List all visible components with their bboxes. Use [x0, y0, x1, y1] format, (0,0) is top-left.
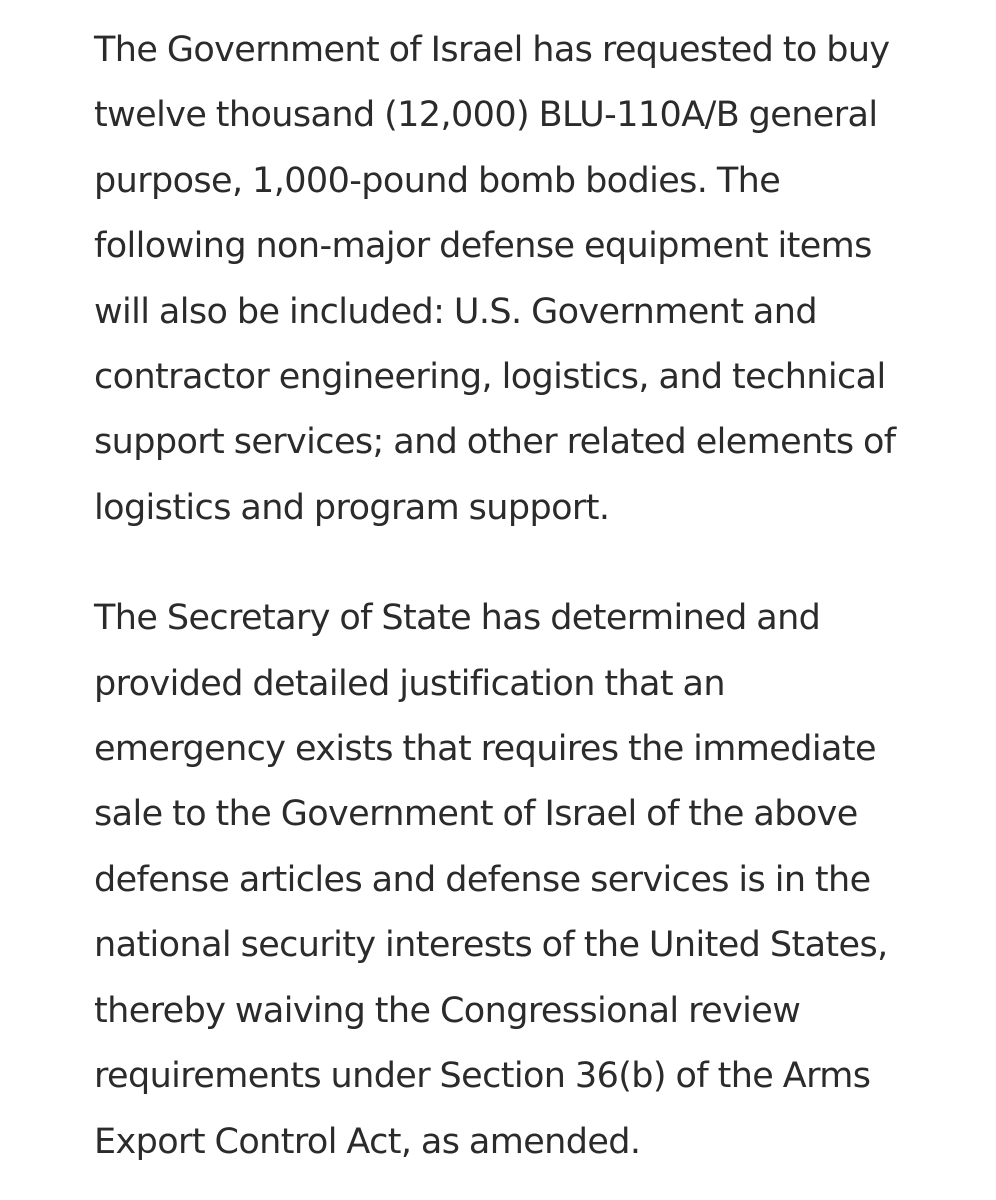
- text-line: thereby waiving the Congressional review: [94, 990, 801, 1031]
- paragraph-israel-request: [94, 18, 914, 541]
- text-line: following non-major defense equipment items: [94, 226, 872, 267]
- text-line: sale to the Government of Israel of the above: [94, 794, 858, 835]
- text-line: The Secretary of State has determined and: [94, 598, 821, 639]
- text-line: twelve thousand (12,000) BLU-110A/B general: [94, 95, 878, 136]
- article-body: [94, 18, 914, 1175]
- text-line: requirements under Section 36(b) of the Arms: [94, 1056, 871, 1097]
- text-line: provided detailed justification that an: [94, 663, 725, 704]
- text-line: The Government of Israel has requested to buy: [94, 30, 890, 70]
- text-line: Export Control Act, as amended.: [94, 1121, 641, 1162]
- text-line: emergency exists that requires the immediate: [94, 729, 876, 770]
- text-line: national security interests of the United States,: [94, 925, 888, 966]
- text-line: support services; and other related elements of: [94, 422, 896, 463]
- text-line: purpose, 1,000-pound bomb bodies. The: [94, 160, 781, 201]
- text-line: logistics and program support.: [94, 487, 610, 528]
- paragraph-emergency-determination: [94, 586, 914, 1175]
- text-line: contractor engineering, logistics, and technical: [94, 357, 886, 398]
- text-line: defense articles and defense services is in the: [94, 859, 871, 900]
- text-line: will also be included: U.S. Government and: [94, 291, 817, 332]
